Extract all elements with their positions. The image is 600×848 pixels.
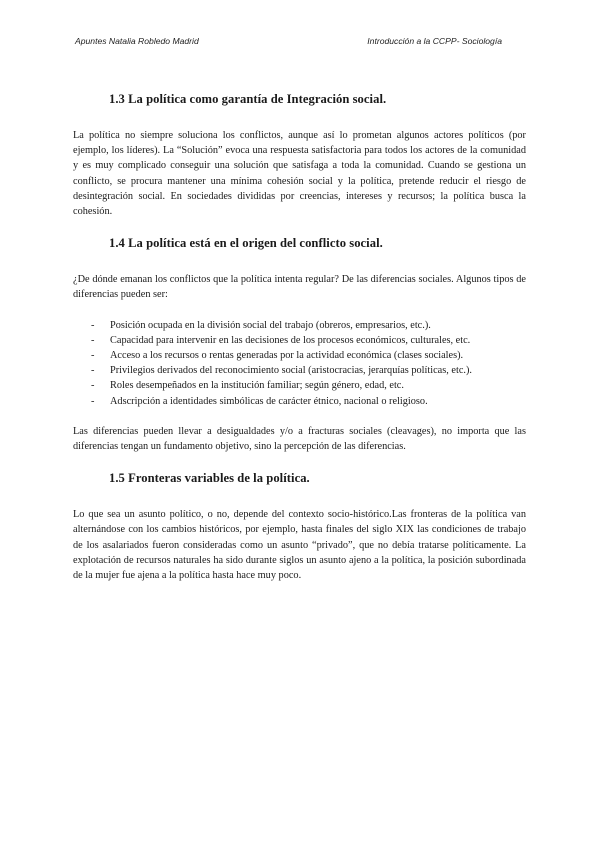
paragraph-1-4-closing: Las diferencias pueden llevar a desigualdades y/o a fracturas sociales (cleavages), no importa que las diferencias tengan un fundamento objetivo, sino la percepción de las diferencias. xyxy=(73,425,526,453)
header-course: Introducción a la CCPP- Sociología xyxy=(367,36,502,46)
list-item xyxy=(91,318,530,333)
list-item-text: Capacidad para intervenir en las decisiones de los procesos económicos, culturales, etc. xyxy=(110,334,471,346)
list-item xyxy=(91,348,530,363)
page-header xyxy=(75,36,502,46)
bullet-dash: - xyxy=(91,334,95,346)
list-item xyxy=(91,333,530,348)
bullet-dash: - xyxy=(91,395,95,407)
header-author: Apuntes Natalia Robledo Madrid xyxy=(75,36,199,46)
heading-1-4: 1.4 La política está en el origen del conflicto social. xyxy=(109,236,383,251)
paragraph-1-5: Lo que sea un asunto político, o no, depende del contexto socio-histórico.Las fronteras de la política van alternándose con los cambios históricos, por ejemplo, hasta finales del siglo XIX las condiciones de trabajo de los asalariados fueron consideradas como un asunto “privado”, que no debía tratarse políticamente. La explotación de recursos naturales ha sido durante siglos un asunto ajeno a la política, la posición subordinada de la mujer fue ajena a la política hasta hace muy poco. xyxy=(73,509,526,582)
list-item-text: Adscripción a identidades simbólicas de carácter étnico, nacional o religioso. xyxy=(110,395,428,407)
page-content xyxy=(73,92,526,583)
list-item xyxy=(91,378,530,393)
list-item-text: Posición ocupada en la división social del trabajo (obreros, empresarios, etc.). xyxy=(110,319,431,331)
differences-list xyxy=(91,318,526,409)
paragraph-1-4-intro: ¿De dónde emanan los conflictos que la política intenta regular? De las diferencias sociales. Algunos tipos de diferencias pueden ser: xyxy=(73,274,526,301)
bullet-dash: - xyxy=(91,380,95,392)
bullet-dash: - xyxy=(91,365,95,377)
list-item-text: Acceso a los recursos o rentas generadas por la actividad económica (clases sociales). xyxy=(110,350,464,362)
heading-1-3: 1.3 La política como garantía de Integración social. xyxy=(109,92,387,106)
bullet-dash: - xyxy=(91,319,95,331)
list-item xyxy=(91,363,530,378)
paragraph-1-3: La política no siempre soluciona los conflictos, aunque así lo prometan algunos actores políticos (por ejemplo, los líderes). La “Solución” evoca una respuesta satisfactoria para todos los actores de la comunidad y es muy complicado conseguir una solución que satisfaga a toda la comunidad. Cuando se gestiona un conflicto, se procura mantener una mínima cohesión social y la política, pretende reducir el riesgo de desintegración social. En sociedades divididas por creencias, intereses y recursos; la política busca la cohesión. xyxy=(73,130,526,218)
heading-1-5: 1.5 Fronteras variables de la política. xyxy=(109,471,310,486)
bullet-dash: - xyxy=(91,350,95,362)
list-item xyxy=(91,394,530,409)
list-item-text: Roles desempeñados en la institución familiar; según género, edad, etc. xyxy=(110,380,404,392)
list-item-text: Privilegios derivados del reconocimiento social (aristocracias, jerarquías políticas, etc.). xyxy=(110,365,472,377)
